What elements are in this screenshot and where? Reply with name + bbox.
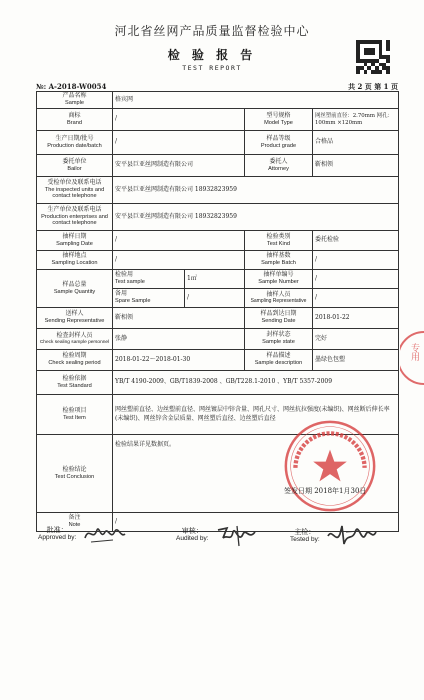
sample-description-value: 墨绿色包塑 (313, 350, 399, 371)
note-label: 备注 Note (37, 513, 113, 532)
model-value: 网丝塑前直径：2.70mm 网孔：100mm ×120mm (313, 109, 399, 131)
sender-label: 送样人 Sending Representative (37, 308, 113, 329)
test-kind-value: 委托检验 (313, 231, 399, 251)
test-standard-label: 检验依据 Test Standard (37, 371, 113, 395)
check-period-label: 检验周期 Check sealing period (37, 350, 113, 371)
table-row (37, 92, 399, 109)
table-row (37, 177, 399, 204)
check-personnel-label: 检查封样人员 Check sealing sample personnel (37, 329, 113, 350)
sending-date-label: 样品到达日期 Sending Date (245, 308, 313, 329)
inspected-unit-value: 安平县巨亚丝网制造有限公司 18932823959 (113, 177, 399, 204)
table-row (37, 131, 399, 155)
audited-label-en: Audited by: (176, 535, 209, 543)
spare-sample-label: 备用 Spare Sample (113, 289, 185, 308)
tested-label-cn: 主检： (294, 527, 316, 536)
attorney-value: 靳相领 (313, 155, 399, 177)
sample-batch-label: 抽样基数 Sample Batch (245, 251, 313, 270)
report-title: 检 验 报 告 (167, 48, 257, 62)
table-row (37, 109, 399, 131)
sample-number-value: / (313, 270, 399, 289)
approved-label-cn: 批准： (46, 525, 68, 534)
tester-signature-icon (326, 522, 378, 550)
grade-value: 合格品 (313, 131, 399, 155)
tested-label-en: Tested by: (290, 536, 320, 544)
model-label: 型号规格 Model Type (245, 109, 313, 131)
table-row (37, 329, 399, 350)
approved-by (38, 522, 127, 546)
production-enterprise-label: 生产单位及联系电话 Production enterprises and contact telephone (37, 204, 113, 231)
table-row (37, 371, 399, 395)
note-value: / (113, 513, 399, 532)
sampling-location-value: / (113, 251, 245, 270)
page-count: 共 2 页 第 1 页 (348, 82, 398, 91)
tested-by (290, 522, 378, 550)
spare-sample-value: / (185, 289, 245, 308)
table-row (37, 155, 399, 177)
issuing-organization: 河北省丝网产品质量监督检验中心 (114, 24, 310, 38)
sample-description-label: 样品描述 Sample description (245, 350, 313, 371)
test-item-label: 检验项目 Test Item (37, 395, 113, 435)
table-row (37, 231, 399, 251)
sampling-rep-label: 抽样人员 Sampling Representative (245, 289, 313, 308)
approved-label-en: Approved by: (38, 534, 77, 542)
table-row (37, 350, 399, 371)
check-period-value: 2018-01-22～2018-01-30 (113, 350, 245, 371)
test-standard-value: YB/T 4190-2009、GB/T1839-2008 、GB/T228.1-2010 、YB/T 5357-2009 (113, 371, 399, 395)
production-enterprise-value: 安平县巨亚丝网制造有限公司 18932823959 (113, 204, 399, 231)
production-date-value: / (113, 131, 245, 155)
sampling-date-value: / (113, 231, 245, 251)
seal-status-label: 封样状态 Sample state (245, 329, 313, 350)
test-item-value: 网丝塑前直径、边丝塑前直径、网丝镀层中锌含量、网孔尺寸、网丝抗拉强度(未编织)、网丝断后伸长率(未编织)、网丝锌含金层质量、网丝塑后直径、边丝塑后直径 (113, 395, 399, 435)
product-name-label: 产品名称 Sample (37, 92, 113, 109)
brand-label: 商标 Brand (37, 109, 113, 131)
check-personnel-value: 张静 (113, 329, 245, 350)
qr-code-icon (356, 40, 390, 74)
seal-status-value: 完好 (313, 329, 399, 350)
table-row (37, 270, 399, 289)
table-row (37, 251, 399, 270)
report-title-en: TEST REPORT (182, 64, 242, 72)
test-conclusion-value: 检验结果详见数据页。 (113, 435, 399, 513)
approver-signature-icon (83, 522, 127, 546)
grade-label: 样品等级 Product grade (245, 131, 313, 155)
sending-date-value: 2018-01-22 (313, 308, 399, 329)
sample-number-label: 抽样单编号 Sample Number (245, 270, 313, 289)
test-kind-label: 检验类别 Test Kind (245, 231, 313, 251)
sample-batch-value: / (313, 251, 399, 270)
report-number: №: A-2018-W0054 (36, 82, 107, 91)
brand-value: / (113, 109, 245, 131)
sampling-date-label: 抽样日期 Sampling Date (37, 231, 113, 251)
table-row (37, 308, 399, 329)
auditor-signature-icon (215, 522, 259, 548)
issue-date: 签发日期 2018年1月30日 (284, 487, 367, 495)
official-seal-icon (282, 418, 378, 514)
partial-seal-text: 专用 (409, 343, 419, 361)
bailor-value: 安平县巨亚丝网制造有限公司 (113, 155, 245, 177)
sampling-rep-value: / (313, 289, 399, 308)
test-conclusion-label: 检验结论 Test Conclusion (37, 435, 113, 513)
test-sample-label: 检验用 Test sample (113, 270, 185, 289)
sample-quantity-label: 样品总量 Sample Quantity (37, 270, 113, 308)
product-name-value: 格宾网 (113, 92, 399, 109)
table-row (37, 204, 399, 231)
bailor-label: 委托单位 Bailor (37, 155, 113, 177)
attorney-label: 委托人 Attorney (245, 155, 313, 177)
production-date-label: 生产日期/批号 Production date/batch (37, 131, 113, 155)
inspected-unit-label: 受检单位及联系电话 The inspected units and contact telephone (37, 177, 113, 204)
audited-by (176, 522, 259, 548)
sampling-location-label: 抽样地点 Sampling Location (37, 251, 113, 270)
sender-value: 靳相领 (113, 308, 245, 329)
audited-label-cn: 审核： (181, 526, 203, 535)
test-sample-value: 1㎡ (185, 270, 245, 289)
